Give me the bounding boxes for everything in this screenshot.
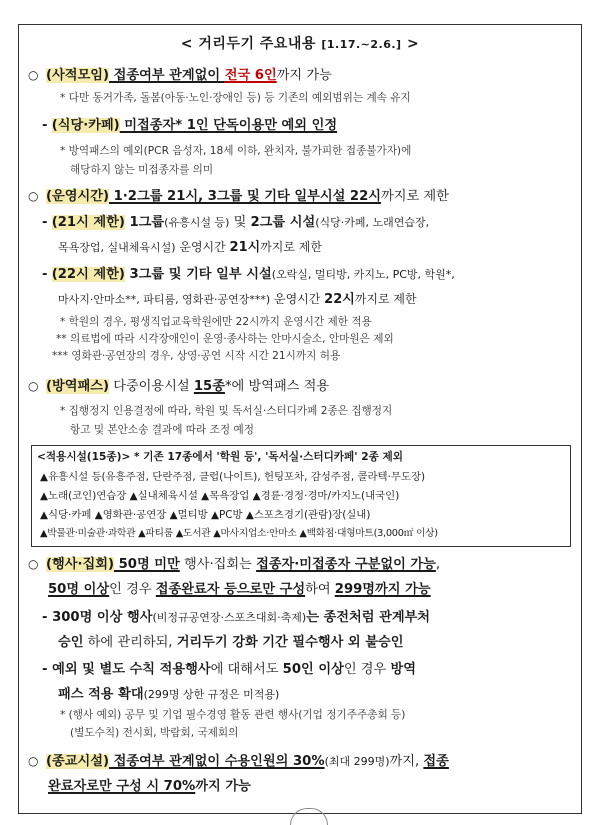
operating-hours-item: ○ (운영시간) 1·2그룹 21시, 3그룹 및 기타 일부시설 22시까지로 제한 <box>28 189 449 204</box>
nine-pm-limit-item: - (21시 제한) 1그룹(유흥시설 등) 및 2그룹 시설(식당·카페, 노래연습장, <box>42 215 430 230</box>
cinema-note: *** 영화관·공연장의 경우, 상영·공연 시작 시간 21시까지 허용 <box>52 350 341 362</box>
vaccine-pass-exception-note: * 방역패스의 예외(PCR 음성자, 18세 이하, 완치자, 불가피한 접종불가자)에 <box>60 145 412 157</box>
ten-pm-limit-item-cont: 마사지·안마소**, 파티룸, 영화관·공연장***) 운영시간 22시까지로 제한 <box>58 292 417 307</box>
injunction-note: * 집행정지 인용결정에 따라, 학원 및 독서실·스터디카페 2종은 집행정지 <box>60 405 393 417</box>
exception-event-item: - 예외 및 별도 수칙 적용행사에 대해서도 50인 이상인 경우 방역 <box>42 662 416 677</box>
facilities-row-4: ▲박물관·미술관·과학관 ▲파티룸 ▲도서관 ▲마사지업소·안마소 ▲백화점·대형마트(3,000㎡ 이상) <box>40 528 438 539</box>
vaccine-pass-exception-note-cont: 해당하지 않는 미접종자를 의미 <box>70 164 214 176</box>
nine-pm-limit-item-cont: 목욕장업, 실내체육시설) 운영시간 21시까지로 제한 <box>58 240 322 255</box>
private-gathering-item: ○ (사적모임) 접종여부 관계없이 전국 6인까지 가능 <box>28 68 332 83</box>
injunction-note-cont: 항고 및 본안소송 결과에 따라 조정 예정 <box>70 424 254 436</box>
academy-note: * 학원의 경우, 평생직업교육학원에만 22시까지 운영시간 제한 적용 <box>60 316 372 328</box>
large-event-item-cont: 승인 하에 관리하되, 거리두기 강화 기간 필수행사 외 불승인 <box>58 635 404 650</box>
private-gathering-note: * 다만 동거가족, 돌봄(아동·노인·장애인 등) 등 기존의 예외범위는 계속 유지 <box>60 92 411 104</box>
ten-pm-limit-item: - (22시 제한) 3그룹 및 기타 일부 시설(오락실, 멀티방, 카지노, PC방, 학원*, <box>42 267 455 282</box>
facilities-row-2: ▲노래(코인)연습장 ▲실내체육시설 ▲목욕장업 ▲경륜·경정·경마/카지노(내국인) <box>40 490 400 502</box>
facilities-box-heading: <적용시설(15종)> * 기존 17종에서 '학원 등', '독서실·스터디카페' 2종 제외 <box>37 451 403 463</box>
religious-facilities-item-cont: 완료자로만 구성 시 70%까지 가능 <box>48 779 251 794</box>
events-item-cont: 50명 이상인 경우 접종완료자 등으로만 구성하여 299명까지 가능 <box>48 582 431 597</box>
facilities-box <box>31 445 571 547</box>
restaurant-cafe-item: - (식당·카페) 미접종자* 1인 단독이용만 예외 인정 <box>42 118 338 133</box>
facilities-row-3: ▲식당·카페 ▲영화관·공연장 ▲멀티방 ▲PC방 ▲스포츠경기(관람)장(실내) <box>40 509 371 521</box>
religious-facilities-item: ○ (종교시설) 접종여부 관계없이 수용인원의 30%(최대 299명)까지, 접종 <box>28 754 449 769</box>
massage-note: ** 의료법에 따라 시각장애인이 운영·종사하는 안마시술소, 안마원은 제외 <box>56 333 394 345</box>
document-title: < 거리두기 주요내용 [1.17.~2.6.] > <box>180 36 420 52</box>
event-exception-note-cont: (별도수칙) 전시회, 박람회, 국제회의 <box>70 727 239 739</box>
event-exception-note: * (행사 예외) 공무 및 기업 필수경영 활동 관련 행사(기업 정기주주총회 등) <box>60 709 406 721</box>
vaccine-pass-item: ○ (방역패스) 다중이용시설 15종*에 방역패스 적용 <box>28 379 330 394</box>
exception-event-item-cont: 패스 적용 확대(299명 상한 규정은 미적용) <box>58 687 280 702</box>
events-item: ○ (행사·집회) 50명 미만 행사·집회는 접종자·미접종자 구분없이 가능, <box>28 557 441 572</box>
large-event-item: - 300명 이상 행사(비정규공연장·스포츠대회·축제)는 종전처럼 관계부처 <box>42 610 431 625</box>
facilities-row-1: ▲유흥시설 등(유흥주점, 단란주점, 클럽(나이트), 헌팅포차, 감성주점, 콜라텍·무도장) <box>40 471 426 483</box>
